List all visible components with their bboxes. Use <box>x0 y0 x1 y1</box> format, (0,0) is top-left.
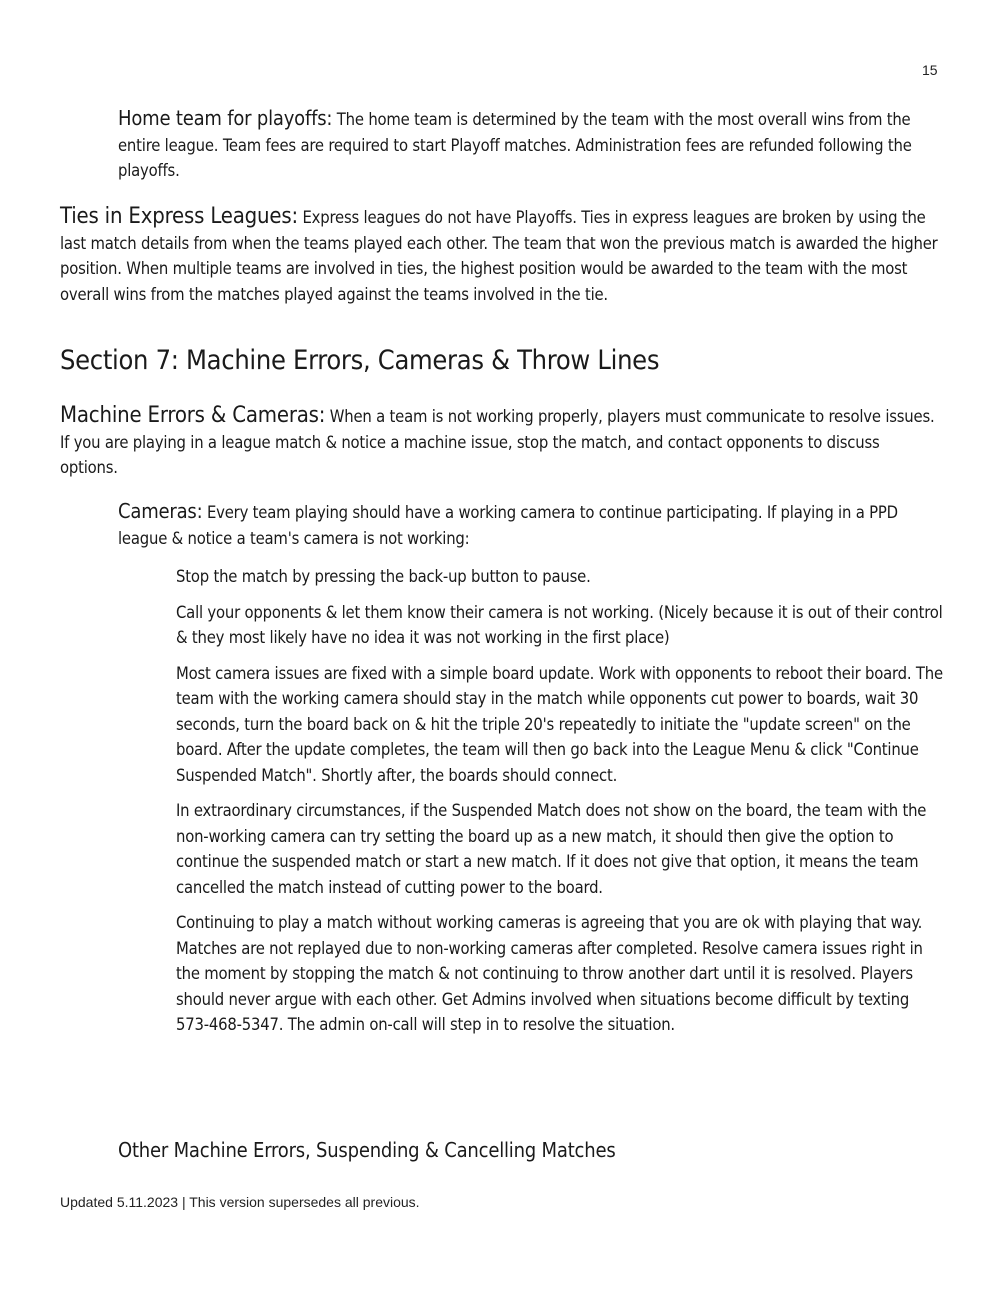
home-team-heading: Home team for playoffs: <box>118 106 333 130</box>
camera-steps <box>176 564 946 1048</box>
camera-step: Call your opponents & let them know their camera is not working. (Nicely because it is out of their control & they most likely have no idea it was not working in the first place) <box>176 602 943 647</box>
machine-errors-text: When a team is not working properly, players must communicate to resolve issues. If you are playing in a league match & notice a machine issue, stop the match, and contact opponents to discuss options. <box>60 407 935 477</box>
footer-note: Updated 5.11.2023 | This version supersedes all previous. <box>60 1194 420 1210</box>
home-team-paragraph <box>118 106 938 184</box>
cameras-heading: Cameras: <box>118 499 203 523</box>
camera-step: In extraordinary circumstances, if the Suspended Match does not show on the board, the team with the non-working camera can try setting the board up as a new match, it should then give the option to continue the suspended match or start a new match. If it does not give that option, it means the team cancelled the match instead of cutting power to the board. <box>176 801 927 897</box>
page-number: 15 <box>922 62 938 78</box>
ties-express-text: Express leagues do not have Playoffs. Ties in express leagues are broken by using the last match details from when the teams played each other. The team that won the previous match is awarded the higher position. When multiple teams are involved in ties, the highest position would be awarded to the team with the most overall wins from the matches played against the teams involved in the tie. <box>60 208 938 304</box>
machine-errors-paragraph <box>60 403 940 481</box>
camera-step: Continuing to play a match without working cameras is agreeing that you are ok with playing that way. Matches are not replayed due to non-working cameras after completed. Resolve camera issues right in the moment by stopping the match & not continuing to throw another dart until it is resolved. Players should never argue with each other. Get Admins involved when situations become difficult by texting 573-468-5347. The admin on-call will step in to resolve the situation. <box>176 913 923 1034</box>
ties-express-paragraph <box>60 204 940 307</box>
cameras-paragraph <box>118 499 938 551</box>
cameras-text: Every team playing should have a working camera to continue participating. If playing in a PPD league & notice a team's camera is not working: <box>118 503 898 548</box>
ties-express-heading: Ties in Express Leagues: <box>60 204 298 229</box>
camera-step: Most camera issues are fixed with a simple board update. Work with opponents to reboot their board. The team with the working camera should stay in the match while opponents cut power to boards, wait 30 seconds, turn the board back on & hit the triple 20's repeatedly to initiate the "update screen" on the board. After the update completes, the team will then go back into the League Menu & click "Continue Suspended Match". Shortly after, the boards should connect. <box>176 663 943 785</box>
other-errors-heading: Other Machine Errors, Suspending & Cancelling Matches <box>118 1138 616 1162</box>
section-title: Section 7: Machine Errors, Cameras & Throw Lines <box>60 345 660 376</box>
camera-step: Stop the match by pressing the back-up button to pause. <box>176 567 591 586</box>
machine-errors-heading: Machine Errors & Cameras: <box>60 403 326 428</box>
home-team-text: The home team is determined by the team with the most overall wins from the entire league. Team fees are required to start Playoff matches. Administration fees are refunded following the playoffs. <box>118 110 912 180</box>
